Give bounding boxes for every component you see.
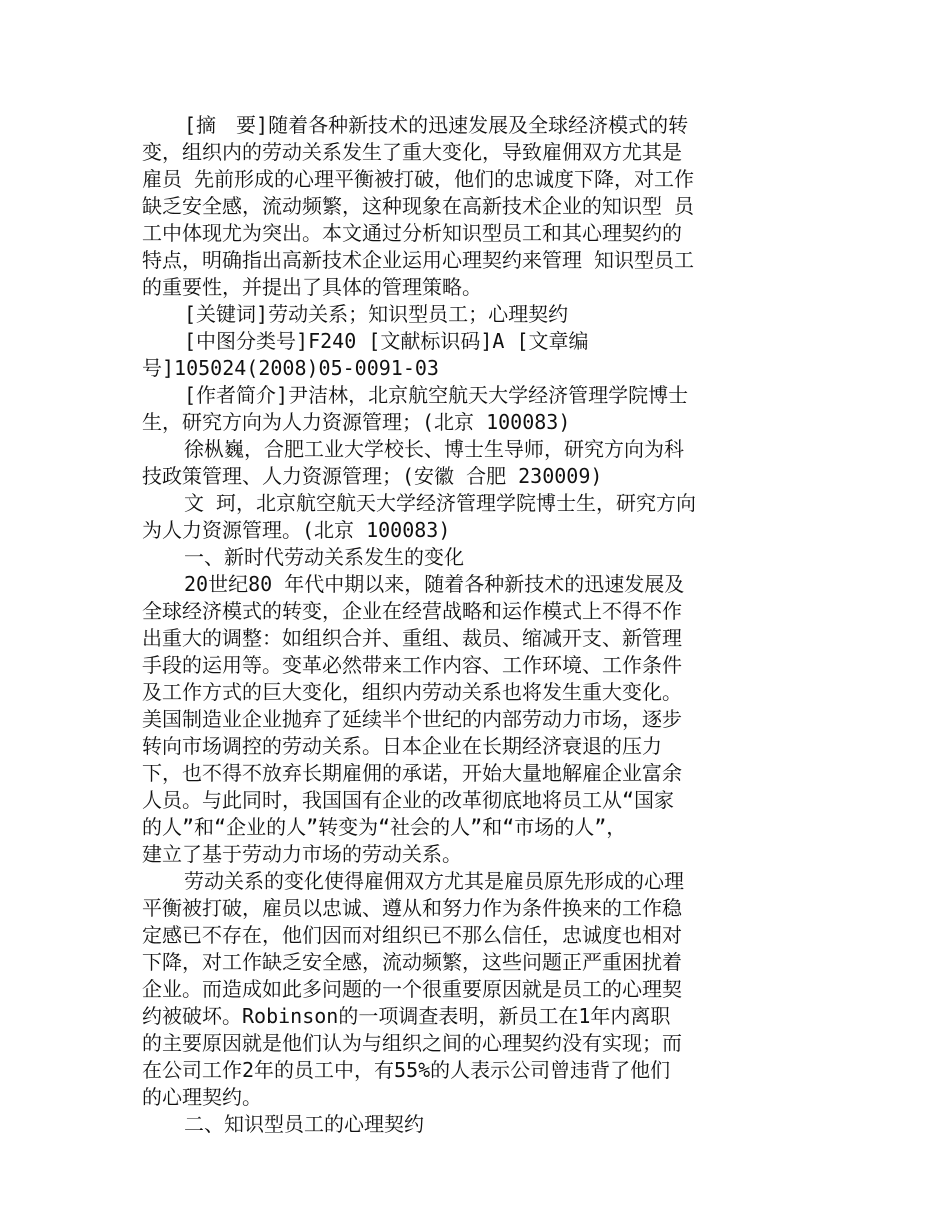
text-line: 下降，对工作缺乏安全感，流动频繁，这些问题正严重困扰着 (142, 950, 682, 974)
text-line: 徐枞巍，合肥工业大学校长、博士生导师，研究方向为科 (184, 437, 684, 461)
text-line: 二、知识型员工的心理契约 (184, 1112, 424, 1136)
text-line: 的人”和“企业的人”转变为“社会的人”和“市场的人”， (142, 815, 627, 839)
text-line: 全球经济模式的转变，企业在经营战略和运作模式上不得不作 (142, 599, 682, 623)
text-line: 一、新时代劳动关系发生的变化 (184, 545, 464, 569)
text-line: 定感已不存在，他们因而对组织已不那么信任，忠诚度也相对 (142, 923, 682, 947)
document-page (142, 112, 742, 1138)
text-line: 的心理契约。 (142, 1085, 262, 1109)
text-line: 劳动关系的变化使得雇佣双方尤其是雇员原先形成的心理 (184, 869, 684, 893)
text-line: 的主要原因就是他们认为与组织之间的心理契约没有实现；而 (142, 1031, 682, 1055)
text-line: 在公司工作2年的员工中，有55%的人表示公司曾违背了他们 (142, 1058, 671, 1082)
text-line: 20世纪80 年代中期以来，随着各种新技术的迅速发展及 (184, 572, 685, 596)
text-line: 的重要性，并提出了具体的管理策略。 (142, 275, 482, 299)
text-line: 人员。与此同时，我国国有企业的改革彻底地将员工从“国家 (142, 788, 675, 812)
text-line: [关键词]劳动关系；知识型员工；心理契约 (184, 302, 569, 326)
text-line: 工中体现尤为突出。本文通过分析知识型员工和其心理契约的 (142, 221, 682, 245)
text-line: 手段的运用等。变革必然带来工作内容、工作环境、工作条件 (142, 653, 682, 677)
text-line: 平衡被打破，雇员以忠诚、遵从和努力作为条件换来的工作稳 (142, 896, 682, 920)
text-line: 号]105024(2008)05-0091-03 (142, 356, 439, 380)
text-line: 缺乏安全感，流动频繁，这种现象在高新技术企业的知识型 员 (142, 194, 695, 218)
text-line: 企业。而造成如此多问题的一个很重要原因就是员工的心理契 (142, 977, 682, 1001)
text-line: 下，也不得不放弃长期雇佣的承诺，开始大量地解雇企业富余 (142, 761, 682, 785)
text-line: 转向市场调控的劳动关系。日本企业在长期经济衰退的压力 (142, 734, 662, 758)
text-line: [中图分类号]F240 [文献标识码]A [文章编 (184, 329, 589, 353)
text-line: 美国制造业企业抛弃了延续半个世纪的内部劳动力市场，逐步 (142, 707, 682, 731)
text-line: [摘 要]随着各种新技术的迅速发展及全球经济模式的转 (184, 113, 689, 137)
text-line: 约被破坏。Robinson的一项调查表明，新员工在1年内离职 (142, 1004, 671, 1028)
text-line: 技政策管理、人力资源管理；(安徽 合肥 230009) (142, 464, 603, 488)
text-line: 生，研究方向为人力资源管理；(北京 100083) (142, 410, 571, 434)
text-line: 变，组织内的劳动关系发生了重大变化，导致雇佣双方尤其是 (142, 140, 682, 164)
text-line: 出重大的调整：如组织合并、重组、裁员、缩减开支、新管理 (142, 626, 682, 650)
text-line: 建立了基于劳动力市场的劳动关系。 (142, 842, 462, 866)
text-line: 文 珂，北京航空航天大学经济管理学院博士生，研究方向 (184, 491, 697, 515)
text-line: 为人力资源管理。(北京 100083) (142, 518, 451, 542)
text-line: 特点，明确指出高新技术企业运用心理契约来管理 知识型员工 (142, 248, 695, 272)
text-line: 及工作方式的巨大变化，组织内劳动关系也将发生重大变化。 (142, 680, 682, 704)
text-line: 雇员 先前形成的心理平衡被打破，他们的忠诚度下降，对工作 (142, 167, 695, 191)
text-line: [作者简介]尹洁林，北京航空航天大学经济管理学院博士 (184, 383, 689, 407)
